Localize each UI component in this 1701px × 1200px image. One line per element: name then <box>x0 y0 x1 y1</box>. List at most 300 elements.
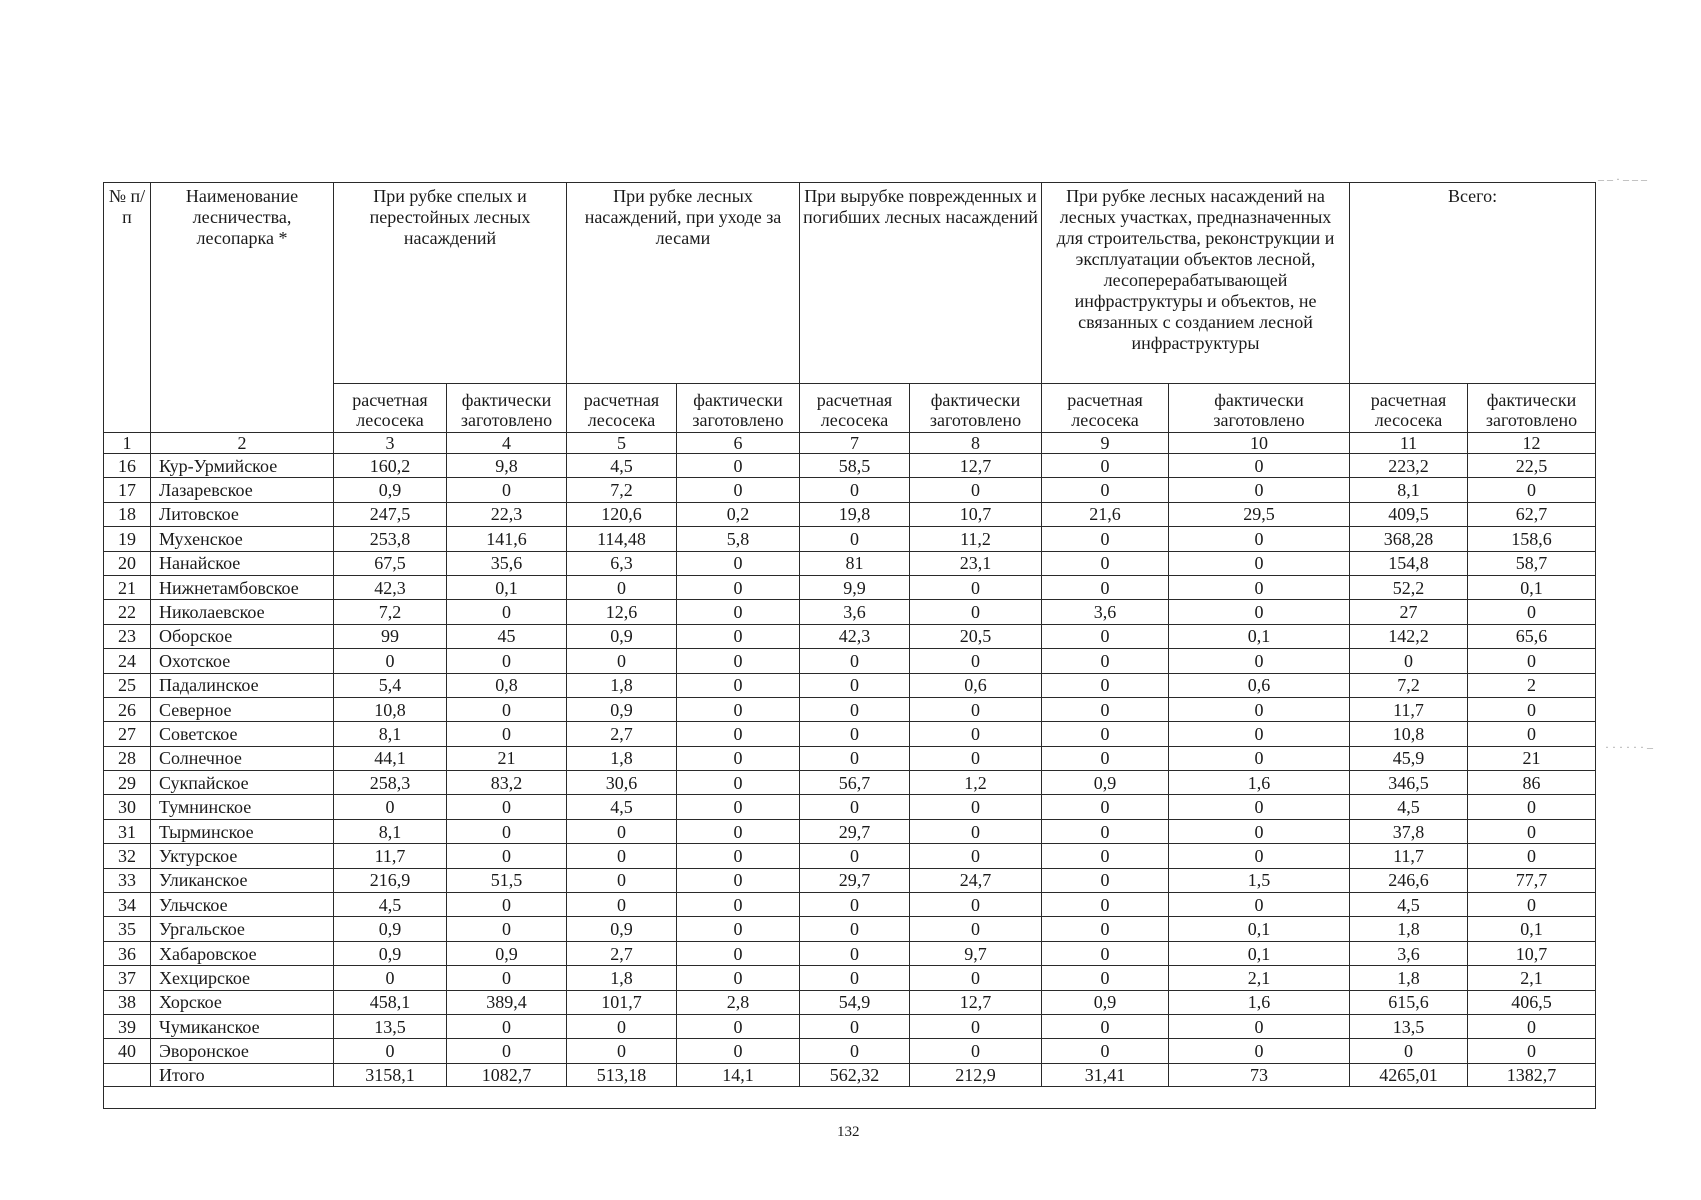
column-numbers-row <box>104 433 1596 454</box>
value-cell: 0 <box>1169 1039 1350 1063</box>
forestry-name-cell: Хехцирское <box>151 966 334 990</box>
value-cell: 99 <box>334 624 447 648</box>
column-number-cell: 3 <box>334 433 447 454</box>
value-cell: 0 <box>1042 868 1169 892</box>
value-cell: 0 <box>1468 478 1596 502</box>
value-cell: 42,3 <box>800 624 910 648</box>
row-number-cell: 25 <box>104 673 151 697</box>
value-cell: 0 <box>447 844 567 868</box>
scan-mark: – – · – – – <box>1598 172 1647 186</box>
forestry-name-cell: Чумиканское <box>151 1014 334 1038</box>
value-cell: 77,7 <box>1468 868 1596 892</box>
value-cell: 0 <box>677 893 800 917</box>
value-cell: 0 <box>1169 819 1350 843</box>
column-number-cell: 7 <box>800 433 910 454</box>
page-number: 132 <box>837 1124 860 1140</box>
value-cell: 3,6 <box>1350 941 1468 965</box>
value-cell: 253,8 <box>334 527 447 551</box>
header-row <box>104 183 1596 384</box>
value-cell: 0,9 <box>334 917 447 941</box>
value-cell: 0 <box>1042 624 1169 648</box>
value-cell: 12,7 <box>910 454 1042 478</box>
value-cell: 216,9 <box>334 868 447 892</box>
value-cell: 8,1 <box>1350 478 1468 502</box>
row-number-cell: 36 <box>104 941 151 965</box>
value-cell: 0 <box>1042 746 1169 770</box>
row-number-cell: 16 <box>104 454 151 478</box>
forestry-name-cell: Мухенское <box>151 527 334 551</box>
value-cell: 0 <box>677 966 800 990</box>
row-number-cell: 17 <box>104 478 151 502</box>
value-cell: 0,6 <box>910 673 1042 697</box>
value-cell: 9,7 <box>910 941 1042 965</box>
value-cell: 101,7 <box>567 990 677 1014</box>
value-cell: 11,7 <box>1350 697 1468 721</box>
value-cell: 346,5 <box>1350 771 1468 795</box>
value-cell: 65,6 <box>1468 624 1596 648</box>
value-cell: 0 <box>677 771 800 795</box>
value-cell: 0 <box>1042 795 1169 819</box>
value-cell: 0 <box>334 795 447 819</box>
value-cell: 0 <box>800 795 910 819</box>
value-cell: 1,2 <box>910 771 1042 795</box>
table-row <box>104 844 1596 868</box>
value-cell: 0 <box>1042 527 1169 551</box>
value-cell: 7,2 <box>334 600 447 624</box>
value-cell: 0 <box>1468 722 1596 746</box>
value-cell: 13,5 <box>334 1014 447 1038</box>
value-cell: 37,8 <box>1350 819 1468 843</box>
value-cell: 21 <box>1468 746 1596 770</box>
value-cell: 0 <box>800 722 910 746</box>
value-cell: 3,6 <box>800 600 910 624</box>
value-cell: 0 <box>677 941 800 965</box>
value-cell: 22,5 <box>1468 454 1596 478</box>
forestry-name-cell: Оборское <box>151 624 334 648</box>
value-cell: 0 <box>677 819 800 843</box>
subheader-planned: расчетная лесосека <box>334 384 447 433</box>
value-cell: 0 <box>910 746 1042 770</box>
value-cell: 7,2 <box>1350 673 1468 697</box>
value-cell: 10,7 <box>1468 941 1596 965</box>
header-forestry-name: Наименование лесничества, лесопарка * <box>151 183 334 433</box>
forestry-name-cell: Тырминское <box>151 819 334 843</box>
value-cell: 258,3 <box>334 771 447 795</box>
row-number-cell: 24 <box>104 649 151 673</box>
value-cell: 5,4 <box>334 673 447 697</box>
row-number-cell: 31 <box>104 819 151 843</box>
forestry-name-cell: Охотское <box>151 649 334 673</box>
forestry-name-cell: Советское <box>151 722 334 746</box>
value-cell: 7,2 <box>567 478 677 502</box>
value-cell: 8,1 <box>334 819 447 843</box>
row-number-cell: 40 <box>104 1039 151 1063</box>
total-value-cell: 513,18 <box>567 1063 677 1086</box>
value-cell: 0 <box>567 575 677 599</box>
table-row <box>104 502 1596 526</box>
row-number-cell: 26 <box>104 697 151 721</box>
value-cell: 0 <box>567 649 677 673</box>
total-value-cell: 1382,7 <box>1468 1063 1596 1086</box>
forestry-name-cell: Литовское <box>151 502 334 526</box>
value-cell: 0 <box>910 697 1042 721</box>
value-cell: 0 <box>677 697 800 721</box>
value-cell: 0 <box>677 600 800 624</box>
value-cell: 0 <box>800 966 910 990</box>
value-cell: 0 <box>800 746 910 770</box>
value-cell: 0,2 <box>677 502 800 526</box>
value-cell: 2,8 <box>677 990 800 1014</box>
value-cell: 0 <box>1169 551 1350 575</box>
value-cell: 0 <box>677 746 800 770</box>
row-number-cell: 35 <box>104 917 151 941</box>
value-cell: 62,7 <box>1468 502 1596 526</box>
value-cell: 0 <box>1042 551 1169 575</box>
value-cell: 154,8 <box>1350 551 1468 575</box>
value-cell: 0 <box>1468 649 1596 673</box>
value-cell: 29,5 <box>1169 502 1350 526</box>
value-cell: 0,9 <box>567 624 677 648</box>
value-cell: 0 <box>800 1014 910 1038</box>
value-cell: 0 <box>910 795 1042 819</box>
value-cell: 0 <box>677 1014 800 1038</box>
subheader-planned: расчетная лесосека <box>800 384 910 433</box>
value-cell: 0 <box>567 1039 677 1063</box>
value-cell: 0 <box>677 454 800 478</box>
total-value-cell: 1082,7 <box>447 1063 567 1086</box>
table-row <box>104 1039 1596 1063</box>
forestry-name-cell: Лазаревское <box>151 478 334 502</box>
value-cell: 0 <box>1042 917 1169 941</box>
value-cell: 0 <box>910 1039 1042 1063</box>
header-group-tending: При рубке лесных насаждений, при уходе за лесами <box>567 183 800 384</box>
value-cell: 0 <box>800 941 910 965</box>
table-row <box>104 990 1596 1014</box>
value-cell: 10,7 <box>910 502 1042 526</box>
value-cell: 0,1 <box>1468 917 1596 941</box>
column-number-cell: 8 <box>910 433 1042 454</box>
table-row <box>104 1014 1596 1038</box>
value-cell: 1,6 <box>1169 771 1350 795</box>
value-cell: 4,5 <box>567 454 677 478</box>
value-cell: 458,1 <box>334 990 447 1014</box>
subheader-actual: фактически заготовлено <box>677 384 800 433</box>
value-cell: 0 <box>1169 722 1350 746</box>
value-cell: 141,6 <box>447 527 567 551</box>
value-cell: 0 <box>1042 819 1169 843</box>
value-cell: 81 <box>800 551 910 575</box>
table-row <box>104 771 1596 795</box>
value-cell: 0 <box>800 844 910 868</box>
value-cell: 45,9 <box>1350 746 1468 770</box>
value-cell: 0 <box>1169 844 1350 868</box>
row-number-cell: 34 <box>104 893 151 917</box>
column-number-cell: 12 <box>1468 433 1596 454</box>
table-row <box>104 746 1596 770</box>
value-cell: 0 <box>1042 649 1169 673</box>
value-cell: 0 <box>910 600 1042 624</box>
value-cell: 0 <box>1169 1014 1350 1038</box>
value-cell: 0 <box>1042 1039 1169 1063</box>
subheader-actual: фактически заготовлено <box>910 384 1042 433</box>
value-cell: 20,5 <box>910 624 1042 648</box>
value-cell: 0 <box>1042 697 1169 721</box>
value-cell: 158,6 <box>1468 527 1596 551</box>
column-number-cell: 2 <box>151 433 334 454</box>
table-row <box>104 600 1596 624</box>
value-cell: 19,8 <box>800 502 910 526</box>
value-cell: 0 <box>567 819 677 843</box>
value-cell: 0 <box>1468 844 1596 868</box>
value-cell: 0 <box>1350 1039 1468 1063</box>
value-cell: 368,28 <box>1350 527 1468 551</box>
table-row <box>104 722 1596 746</box>
forestry-name-cell: Уликанское <box>151 868 334 892</box>
value-cell: 0 <box>1468 819 1596 843</box>
value-cell: 0 <box>1042 722 1169 746</box>
value-cell: 0,1 <box>1169 624 1350 648</box>
value-cell: 0 <box>1169 795 1350 819</box>
total-value-cell: 562,32 <box>800 1063 910 1086</box>
value-cell: 0 <box>1169 697 1350 721</box>
value-cell: 83,2 <box>447 771 567 795</box>
value-cell: 0,9 <box>1042 771 1169 795</box>
total-label-cell: Итого <box>151 1063 334 1086</box>
value-cell: 0 <box>1169 649 1350 673</box>
forestry-name-cell: Северное <box>151 697 334 721</box>
value-cell: 0 <box>1468 1014 1596 1038</box>
value-cell: 0 <box>1468 795 1596 819</box>
total-row <box>104 1063 1596 1086</box>
table-row <box>104 795 1596 819</box>
value-cell: 2,7 <box>567 941 677 965</box>
total-value-cell: 212,9 <box>910 1063 1042 1086</box>
value-cell: 12,7 <box>910 990 1042 1014</box>
value-cell: 11,2 <box>910 527 1042 551</box>
value-cell: 0 <box>447 893 567 917</box>
value-cell: 9,9 <box>800 575 910 599</box>
value-cell: 0 <box>1042 941 1169 965</box>
column-number-cell: 4 <box>447 433 567 454</box>
value-cell: 5,8 <box>677 527 800 551</box>
value-cell: 12,6 <box>567 600 677 624</box>
value-cell: 67,5 <box>334 551 447 575</box>
table-row <box>104 697 1596 721</box>
value-cell: 0 <box>677 868 800 892</box>
value-cell: 21,6 <box>1042 502 1169 526</box>
value-cell: 114,48 <box>567 527 677 551</box>
table-row <box>104 649 1596 673</box>
row-number-cell: 32 <box>104 844 151 868</box>
column-number-cell: 6 <box>677 433 800 454</box>
value-cell: 0 <box>677 575 800 599</box>
value-cell: 0 <box>677 624 800 648</box>
value-cell: 0 <box>567 1014 677 1038</box>
value-cell: 389,4 <box>447 990 567 1014</box>
value-cell: 142,2 <box>1350 624 1468 648</box>
value-cell: 4,5 <box>1350 795 1468 819</box>
value-cell: 21 <box>447 746 567 770</box>
forestry-name-cell: Сукпайское <box>151 771 334 795</box>
table-row <box>104 966 1596 990</box>
value-cell: 0 <box>447 697 567 721</box>
value-cell: 0 <box>1042 478 1169 502</box>
column-number-cell: 1 <box>104 433 151 454</box>
value-cell: 0,9 <box>334 941 447 965</box>
value-cell: 0 <box>1042 575 1169 599</box>
forest-harvest-table <box>103 182 1596 1109</box>
value-cell: 29,7 <box>800 868 910 892</box>
value-cell: 247,5 <box>334 502 447 526</box>
value-cell: 35,6 <box>447 551 567 575</box>
value-cell: 160,2 <box>334 454 447 478</box>
forestry-name-cell: Хабаровское <box>151 941 334 965</box>
value-cell: 51,5 <box>447 868 567 892</box>
value-cell: 4,5 <box>567 795 677 819</box>
value-cell: 1,8 <box>1350 966 1468 990</box>
value-cell: 0 <box>677 478 800 502</box>
value-cell: 223,2 <box>1350 454 1468 478</box>
row-number-cell: 37 <box>104 966 151 990</box>
value-cell: 0 <box>1169 527 1350 551</box>
value-cell: 0,1 <box>447 575 567 599</box>
value-cell: 11,7 <box>334 844 447 868</box>
forestry-name-cell: Эворонское <box>151 1039 334 1063</box>
value-cell: 0 <box>567 868 677 892</box>
value-cell: 30,6 <box>567 771 677 795</box>
value-cell: 0 <box>334 966 447 990</box>
value-cell: 0 <box>677 844 800 868</box>
forestry-name-cell: Ургальское <box>151 917 334 941</box>
value-cell: 44,1 <box>334 746 447 770</box>
subheader-actual: фактически заготовлено <box>1169 384 1350 433</box>
total-value-cell: 4265,01 <box>1350 1063 1468 1086</box>
subheader-planned: расчетная лесосека <box>1042 384 1169 433</box>
value-cell: 120,6 <box>567 502 677 526</box>
value-cell: 0 <box>447 966 567 990</box>
value-cell: 58,5 <box>800 454 910 478</box>
value-cell: 0 <box>800 527 910 551</box>
scan-mark: · · · · · · – <box>1605 740 1653 754</box>
header-group-mature-stands: При рубке спелых и перестойных лесных насаждений <box>334 183 567 384</box>
value-cell: 0 <box>1042 673 1169 697</box>
value-cell: 0 <box>1169 454 1350 478</box>
value-cell: 0 <box>800 893 910 917</box>
value-cell: 2,7 <box>567 722 677 746</box>
row-number-cell: 33 <box>104 868 151 892</box>
total-value-cell: 3158,1 <box>334 1063 447 1086</box>
value-cell: 0 <box>910 966 1042 990</box>
header-number: № п/п <box>104 183 151 433</box>
value-cell: 1,5 <box>1169 868 1350 892</box>
value-cell: 0 <box>677 1039 800 1063</box>
value-cell: 0 <box>800 649 910 673</box>
value-cell: 615,6 <box>1350 990 1468 1014</box>
value-cell: 2,1 <box>1468 966 1596 990</box>
table-row <box>104 819 1596 843</box>
value-cell: 0 <box>677 551 800 575</box>
forestry-name-cell: Уктурское <box>151 844 334 868</box>
value-cell: 8,1 <box>334 722 447 746</box>
value-cell: 6,3 <box>567 551 677 575</box>
forestry-name-cell: Падалинское <box>151 673 334 697</box>
value-cell: 1,8 <box>567 673 677 697</box>
value-cell: 0 <box>910 893 1042 917</box>
row-number-cell: 22 <box>104 600 151 624</box>
value-cell: 0 <box>567 844 677 868</box>
value-cell: 0,1 <box>1169 941 1350 965</box>
value-cell: 0 <box>447 1014 567 1038</box>
subheader-planned: расчетная лесосека <box>567 384 677 433</box>
row-number-cell: 30 <box>104 795 151 819</box>
value-cell: 0,9 <box>1042 990 1169 1014</box>
forestry-name-cell: Нижнетамбовское <box>151 575 334 599</box>
total-value-cell: 14,1 <box>677 1063 800 1086</box>
value-cell: 54,9 <box>800 990 910 1014</box>
value-cell: 0,9 <box>334 478 447 502</box>
value-cell: 1,8 <box>567 746 677 770</box>
value-cell: 2,1 <box>1169 966 1350 990</box>
row-number-cell: 28 <box>104 746 151 770</box>
value-cell: 0 <box>447 1039 567 1063</box>
value-cell: 0 <box>800 673 910 697</box>
value-cell: 45 <box>447 624 567 648</box>
table-row <box>104 893 1596 917</box>
value-cell: 0 <box>800 478 910 502</box>
value-cell: 42,3 <box>334 575 447 599</box>
value-cell: 0,1 <box>1468 575 1596 599</box>
blank-row <box>104 1086 1596 1108</box>
header-group-total: Всего: <box>1350 183 1596 384</box>
forestry-name-cell: Нанайское <box>151 551 334 575</box>
row-number-cell: 27 <box>104 722 151 746</box>
value-cell: 0 <box>800 697 910 721</box>
value-cell: 409,5 <box>1350 502 1468 526</box>
value-cell: 0 <box>800 1039 910 1063</box>
value-cell: 29,7 <box>800 819 910 843</box>
value-cell: 0,8 <box>447 673 567 697</box>
table-row <box>104 478 1596 502</box>
value-cell: 0 <box>447 649 567 673</box>
value-cell: 52,2 <box>1350 575 1468 599</box>
value-cell: 11,7 <box>1350 844 1468 868</box>
value-cell: 0,9 <box>567 697 677 721</box>
value-cell: 9,8 <box>447 454 567 478</box>
total-value-cell: 31,41 <box>1042 1063 1169 1086</box>
value-cell: 1,6 <box>1169 990 1350 1014</box>
value-cell: 3,6 <box>1042 600 1169 624</box>
forestry-name-cell: Хорское <box>151 990 334 1014</box>
table-row <box>104 551 1596 575</box>
value-cell: 0 <box>1468 1039 1596 1063</box>
value-cell: 0 <box>1042 893 1169 917</box>
table-row <box>104 454 1596 478</box>
value-cell: 0 <box>1468 697 1596 721</box>
value-cell: 0 <box>1468 600 1596 624</box>
column-number-cell: 9 <box>1042 433 1169 454</box>
value-cell: 0 <box>447 819 567 843</box>
value-cell: 0 <box>447 917 567 941</box>
table-row <box>104 868 1596 892</box>
column-number-cell: 10 <box>1169 433 1350 454</box>
value-cell: 0,9 <box>447 941 567 965</box>
value-cell: 0 <box>1169 575 1350 599</box>
value-cell: 0 <box>334 649 447 673</box>
subheader-actual: фактически заготовлено <box>447 384 567 433</box>
row-number-cell: 23 <box>104 624 151 648</box>
value-cell: 58,7 <box>1468 551 1596 575</box>
value-cell: 0 <box>447 795 567 819</box>
